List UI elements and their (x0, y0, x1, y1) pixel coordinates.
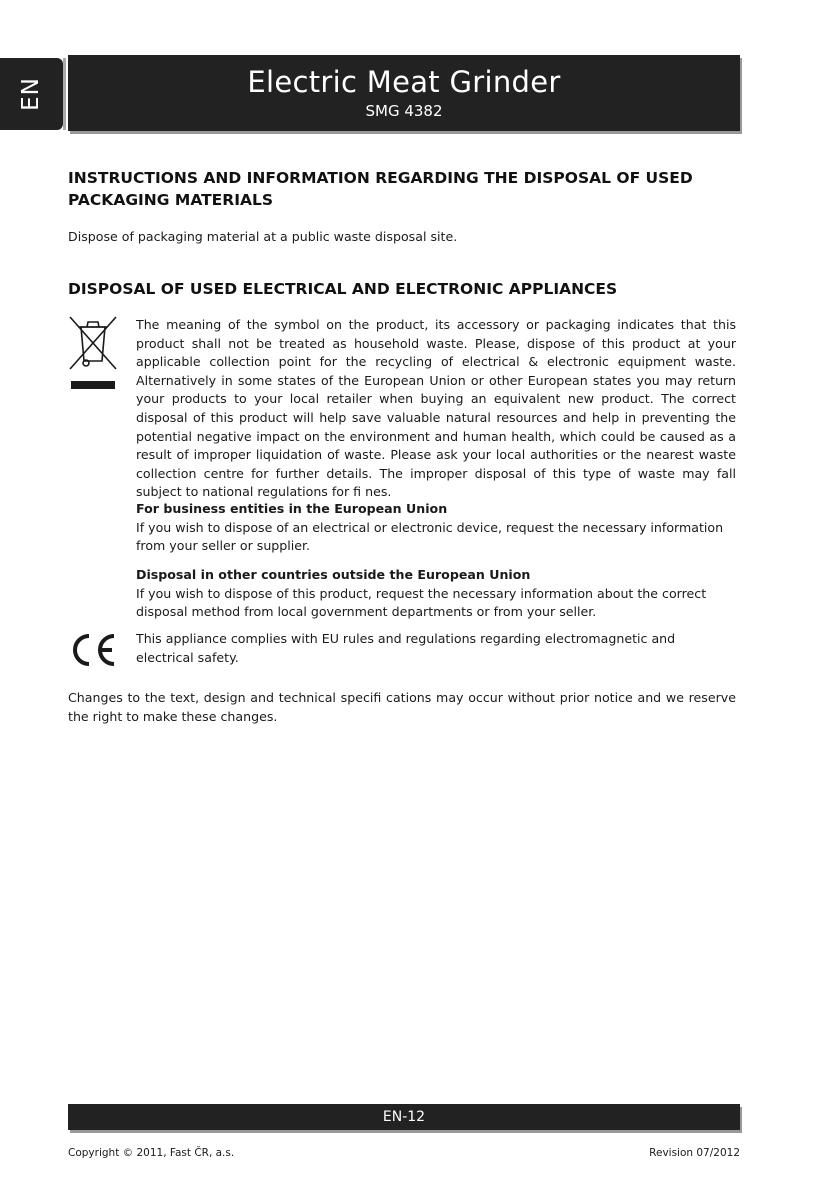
other-countries-text: If you wish to dispose of this product, request the necessary information about the correct disposal method from local government departments or from your seller. (136, 585, 707, 620)
appliance-disposal-heading: DISPOSAL OF USED ELECTRICAL AND ELECTRONIC APPLIANCES (68, 280, 618, 298)
packaging-disposal-text: Dispose of packaging material at a public waste disposal site. (68, 229, 458, 244)
changes-notice: Changes to the text, design and technical specifi cations may occur without prior notice and we reserve the right to make these changes. (68, 690, 736, 724)
ce-mark-icon (68, 632, 118, 668)
weee-symbol-text: The meaning of the symbol on the product, its accessory or packaging indicates that this product shall not be treated as household waste. Please, dispose of this product at your applicable collection point for the recycling of electrical & electronic equipment waste. Alternatively in some states of the European Union or other European states you may return your products to your local retailer when buying an equivalent new product. The correct disposal of this product will help save valuable natural resources and help in preventing the potential negative impact on the environment and human health, which could be caused as a result of improper liquidation of waste. Please ask your local authorities or the nearest waste collection centre for further details. The improper disposal of this type of waste may fall subject to national regulations for fi nes. (136, 317, 736, 500)
ce-compliance-text: This appliance complies with EU rules and regulations regarding electromagnetic and electrical safety. (136, 631, 676, 665)
header-bar (68, 55, 740, 131)
language-tab-label: EN (18, 77, 44, 111)
other-countries-block (136, 566, 736, 622)
tab-divider (63, 58, 66, 130)
model-number: SMG 4382 (365, 102, 443, 120)
business-entities-text: If you wish to dispose of an electrical or electronic device, request the necessary information from your seller or supplier. (136, 519, 724, 554)
copyright-text: Copyright © 2011, Fast ČR, a.s. (68, 1147, 235, 1159)
business-entities-block (136, 500, 736, 556)
page-number: EN-12 (382, 1109, 426, 1125)
other-countries-heading: Disposal in other countries outside the European Union (136, 567, 531, 582)
document-title: Electric Meat Grinder (247, 65, 561, 99)
page-number-bar (68, 1104, 740, 1130)
business-entities-heading: For business entities in the European Union (136, 501, 448, 516)
revision-text: Revision 07/2012 (649, 1147, 740, 1159)
packaging-disposal-heading: INSTRUCTIONS AND INFORMATION REGARDING THE DISPOSAL OF USED PACKAGING MATERIALS (68, 169, 693, 209)
crossed-out-wheelie-bin-icon (67, 313, 119, 393)
